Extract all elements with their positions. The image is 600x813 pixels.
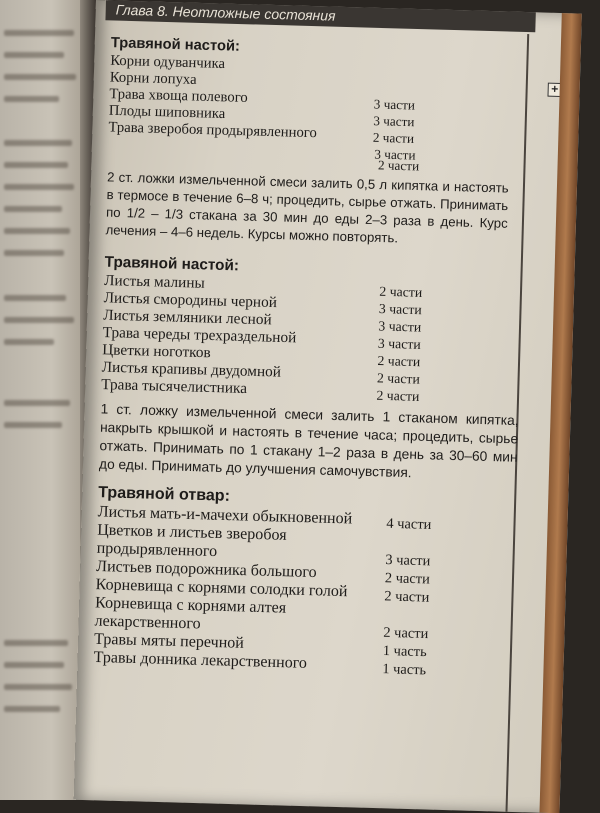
plus-square-icon: + — [547, 83, 561, 97]
ingredient-name: Травы мяты перечной — [93, 630, 245, 653]
ingredient-name: Корневища с корнями алтея — [94, 594, 287, 617]
ingredient-qty: 2 части — [384, 587, 430, 605]
ingredient-name: Листьев подорожника большого — [95, 558, 317, 582]
chapter-header: Глава 8. Неотложные состояния — [105, 0, 535, 32]
ingredient-name: Трава череды трехраздельной — [102, 324, 297, 347]
ingredient-qty: 2 части — [384, 569, 431, 587]
ingredient-qty: 3 части — [377, 335, 421, 352]
ingredient-qty: 4 части — [386, 514, 432, 533]
ingredient-name: Листья смородины черной — [103, 290, 278, 312]
ingredient-name: Плоды шиповника — [108, 103, 226, 122]
ingredient-name: Корни лопуха — [109, 69, 197, 88]
section-title: Травяной отвар: — [97, 483, 231, 506]
ingredient-name: Трава хвоща полевого — [109, 86, 248, 106]
ingredient-qty: 3 части — [373, 113, 415, 130]
page-edge — [539, 13, 581, 813]
ingredient-qty: 2 части — [379, 283, 423, 300]
section-infusion-1 — [105, 34, 512, 250]
ingredient-qty: 2 части — [376, 387, 420, 404]
instruction-text: 2 ст. ложки измельченной смеси залить 0,5 л кипятка и настоять в термосе в течение 6–8 ч; процедить, сырье отжать. Принимать по 1/2 – 1/3 стакана за 30 мин до еды 2–3 раза в день. Курс лечения – 4–6 недель. Курсы можно повторять. — [105, 169, 509, 246]
section-title: Травяной настой: — [110, 34, 241, 55]
ingredient-qty: 2 части — [377, 352, 421, 370]
ingredient-qty: 2 части — [377, 157, 420, 174]
ingredient-name: лекарственного — [94, 612, 201, 633]
section-decoction — [93, 483, 537, 679]
ingredient-name: Корни одуванчика — [110, 53, 226, 72]
ingredient-qty: 3 части — [378, 318, 422, 335]
ingredient-qty: 1 часть — [382, 660, 427, 678]
page-content — [93, 34, 520, 676]
ingredient-name: Цветков и листьев зверобоя — [96, 521, 287, 545]
instruction-text: 1 ст. ложку измельченной смеси залить 1 стаканом кипятка, накрыть крышкой и настоять в течение часа; процедить, сырье отжать. Принимать по 1 стакану 1–2 раза в день за 30–60 мин до еды. Принимать до улучшения самочувствия. — [98, 401, 519, 481]
ingredient-name: Цветки ноготков — [101, 342, 211, 362]
ingredient-name: Листья земляники лесной — [102, 307, 272, 329]
ingredient-qty: 2 части — [376, 370, 421, 387]
ingredient-qty: 3 части — [378, 300, 422, 318]
ingredient-qty: 3 части — [373, 96, 416, 113]
ingredient-name: Листья малины — [103, 272, 206, 292]
ingredient-qty: 1 часть — [382, 642, 427, 660]
ingredient-name: Травы донника лекарственного — [93, 649, 308, 673]
ingredient-name: Трава тысячелистника — [101, 376, 248, 398]
ingredient-qty: 3 части — [385, 551, 431, 569]
ingredient-name: Листья крапивы двудомной — [101, 359, 282, 381]
ingredient-qty: 3 части — [374, 146, 416, 163]
ingredient-qty: 2 части — [383, 623, 429, 642]
ingredient-name: Корневища с корнями солодки голой — [95, 576, 348, 601]
ingredient-name: Трава зверобоя продырявленного — [108, 119, 318, 142]
ingredient-name: продырявленного — [96, 539, 218, 561]
book-page — [74, 0, 582, 813]
adjacent-page — [0, 0, 86, 800]
ingredient-name: Листья мать-и-мачехи обыкновенной — [97, 503, 353, 528]
ingredient-qty: 2 части — [372, 129, 415, 146]
section-infusion-2 — [99, 253, 523, 485]
section-title: Травяной настой: — [104, 253, 240, 275]
